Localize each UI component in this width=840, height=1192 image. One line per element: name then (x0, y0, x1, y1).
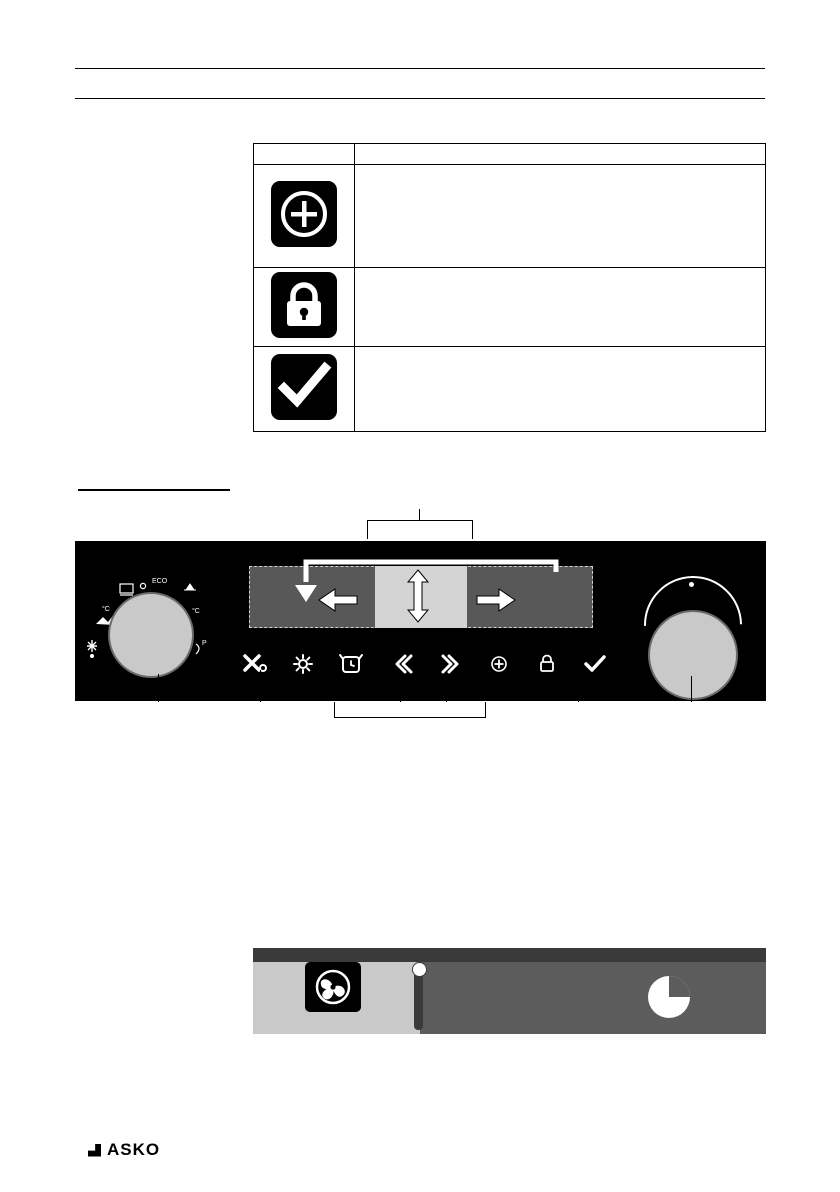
leader-line (400, 672, 401, 702)
symbol-description (355, 165, 766, 268)
timer-key[interactable] (336, 652, 366, 678)
fan-icon (305, 962, 361, 1012)
display-status-bar (253, 948, 766, 962)
table-row (254, 165, 766, 268)
pie-timer-icon (646, 974, 692, 1020)
light-key[interactable] (288, 652, 318, 678)
temperature-knob[interactable] (648, 610, 738, 700)
header-rule-top (75, 68, 765, 69)
table-header-row (254, 144, 766, 165)
leader-line (578, 672, 579, 702)
section-underline (78, 489, 230, 491)
routing-arrow-icon (250, 556, 590, 626)
lower-display-illustration (253, 948, 766, 1034)
footer-logo (88, 1140, 160, 1160)
symbol-cell-lock (254, 268, 355, 347)
leader-line (158, 674, 159, 702)
table-row (254, 268, 766, 347)
plus-key[interactable] (484, 652, 514, 678)
header-rule-bottom (75, 98, 765, 99)
leader-line (691, 676, 692, 702)
padlock-icon (271, 272, 337, 338)
dial-mark-label: °C (102, 606, 110, 613)
leader-line (446, 672, 447, 702)
dial-mark-label: °C (192, 608, 200, 615)
plus-circle-icon (271, 181, 337, 247)
lock-key[interactable] (532, 652, 562, 678)
callout-bracket-bottom (334, 702, 486, 718)
scroll-indicator-knob[interactable] (412, 962, 427, 977)
brand-name: ASKO (107, 1140, 161, 1159)
touch-key-row (240, 652, 600, 680)
symbol-description (355, 347, 766, 432)
callout-bracket-top (367, 520, 473, 539)
back-key[interactable] (388, 652, 418, 678)
temperature-scale-dot (689, 582, 694, 587)
symbol-table (253, 143, 766, 432)
leader-line (260, 670, 261, 702)
function-selector-knob[interactable] (108, 592, 194, 678)
forward-key[interactable] (436, 652, 466, 678)
checkmark-icon (271, 354, 337, 420)
header-cell-symbol (254, 144, 355, 165)
confirm-key[interactable] (580, 652, 610, 678)
symbol-cell-plus (254, 165, 355, 268)
dial-mark-label: ECO (152, 578, 168, 585)
symbol-cell-check (254, 347, 355, 432)
header-cell-description (355, 144, 766, 165)
table-row (254, 347, 766, 432)
asko-logo-icon (88, 1144, 101, 1157)
symbol-description (355, 268, 766, 347)
dial-mark-label: P (202, 640, 207, 647)
fan-off-key[interactable] (240, 652, 270, 678)
